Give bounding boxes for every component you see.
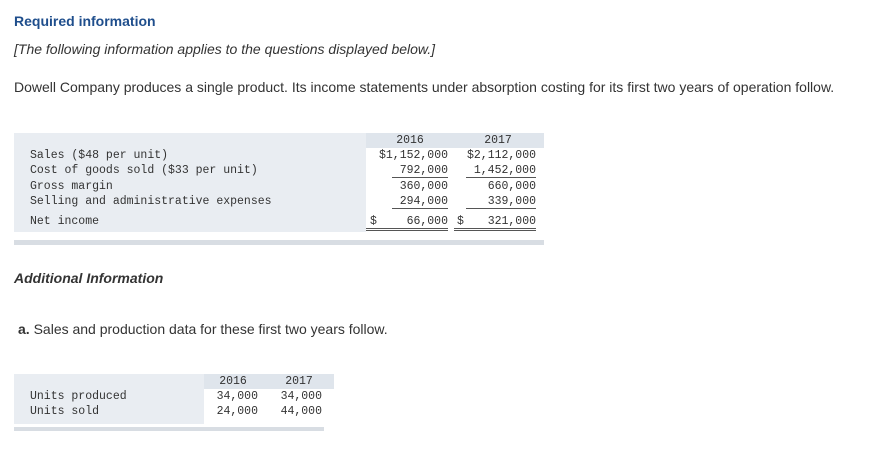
units-table-bottom-rule	[14, 427, 324, 431]
cogs-2017: 1,452,000	[466, 164, 536, 178]
net-income-2016: 66,000	[406, 215, 448, 228]
table-bottom-rule	[14, 240, 544, 245]
row-label-units-produced: Units produced	[30, 390, 127, 403]
heading: Required information	[14, 13, 156, 29]
units-produced-2017: 34,000	[280, 390, 322, 403]
item-a	[18, 321, 388, 337]
row-label-net-income: Net income	[30, 215, 100, 228]
item-a-prefix: a.	[18, 321, 30, 337]
cogs-2016: 792,000	[392, 164, 448, 178]
units-sold-2017: 44,000	[280, 405, 322, 418]
net-income-2016-cell	[366, 213, 448, 231]
intro-paragraph: Dowell Company produces a single product. Its income statements under absorption costing for its first two years of operation follow.	[14, 79, 835, 95]
units-header-2016: 2016	[219, 375, 247, 388]
units-sold-2016: 24,000	[216, 405, 258, 418]
row-label-cogs: Cost of goods sold ($33 per unit)	[30, 164, 258, 177]
item-a-text: Sales and production data for these first two years follow.	[33, 321, 388, 337]
sales-2017: $2,112,000	[466, 149, 536, 162]
net-income-2017-cell	[454, 213, 536, 231]
gross-margin-2016: 360,000	[399, 180, 448, 193]
row-label-sales: Sales ($48 per unit)	[30, 149, 169, 162]
selling-admin-2016: 294,000	[392, 195, 448, 209]
additional-information-heading: Additional Information	[14, 270, 164, 286]
row-label-selling-admin: Selling and administrative expenses	[30, 195, 272, 208]
column-header-2017: 2017	[484, 134, 512, 147]
column-header-2016: 2016	[396, 134, 424, 147]
selling-admin-2017: 339,000	[466, 195, 536, 209]
currency-symbol: $	[370, 215, 377, 228]
sales-2016: $1,152,000	[378, 149, 448, 162]
gross-margin-2017: 660,000	[487, 180, 536, 193]
context-note: [The following information applies to the questions displayed below.]	[14, 41, 436, 57]
row-label-gross-margin: Gross margin	[30, 180, 113, 193]
units-produced-2016: 34,000	[216, 390, 258, 403]
row-label-units-sold: Units sold	[30, 405, 100, 418]
currency-symbol: $	[457, 215, 464, 228]
net-income-2017: 321,000	[487, 215, 536, 228]
units-header-2017: 2017	[285, 375, 313, 388]
